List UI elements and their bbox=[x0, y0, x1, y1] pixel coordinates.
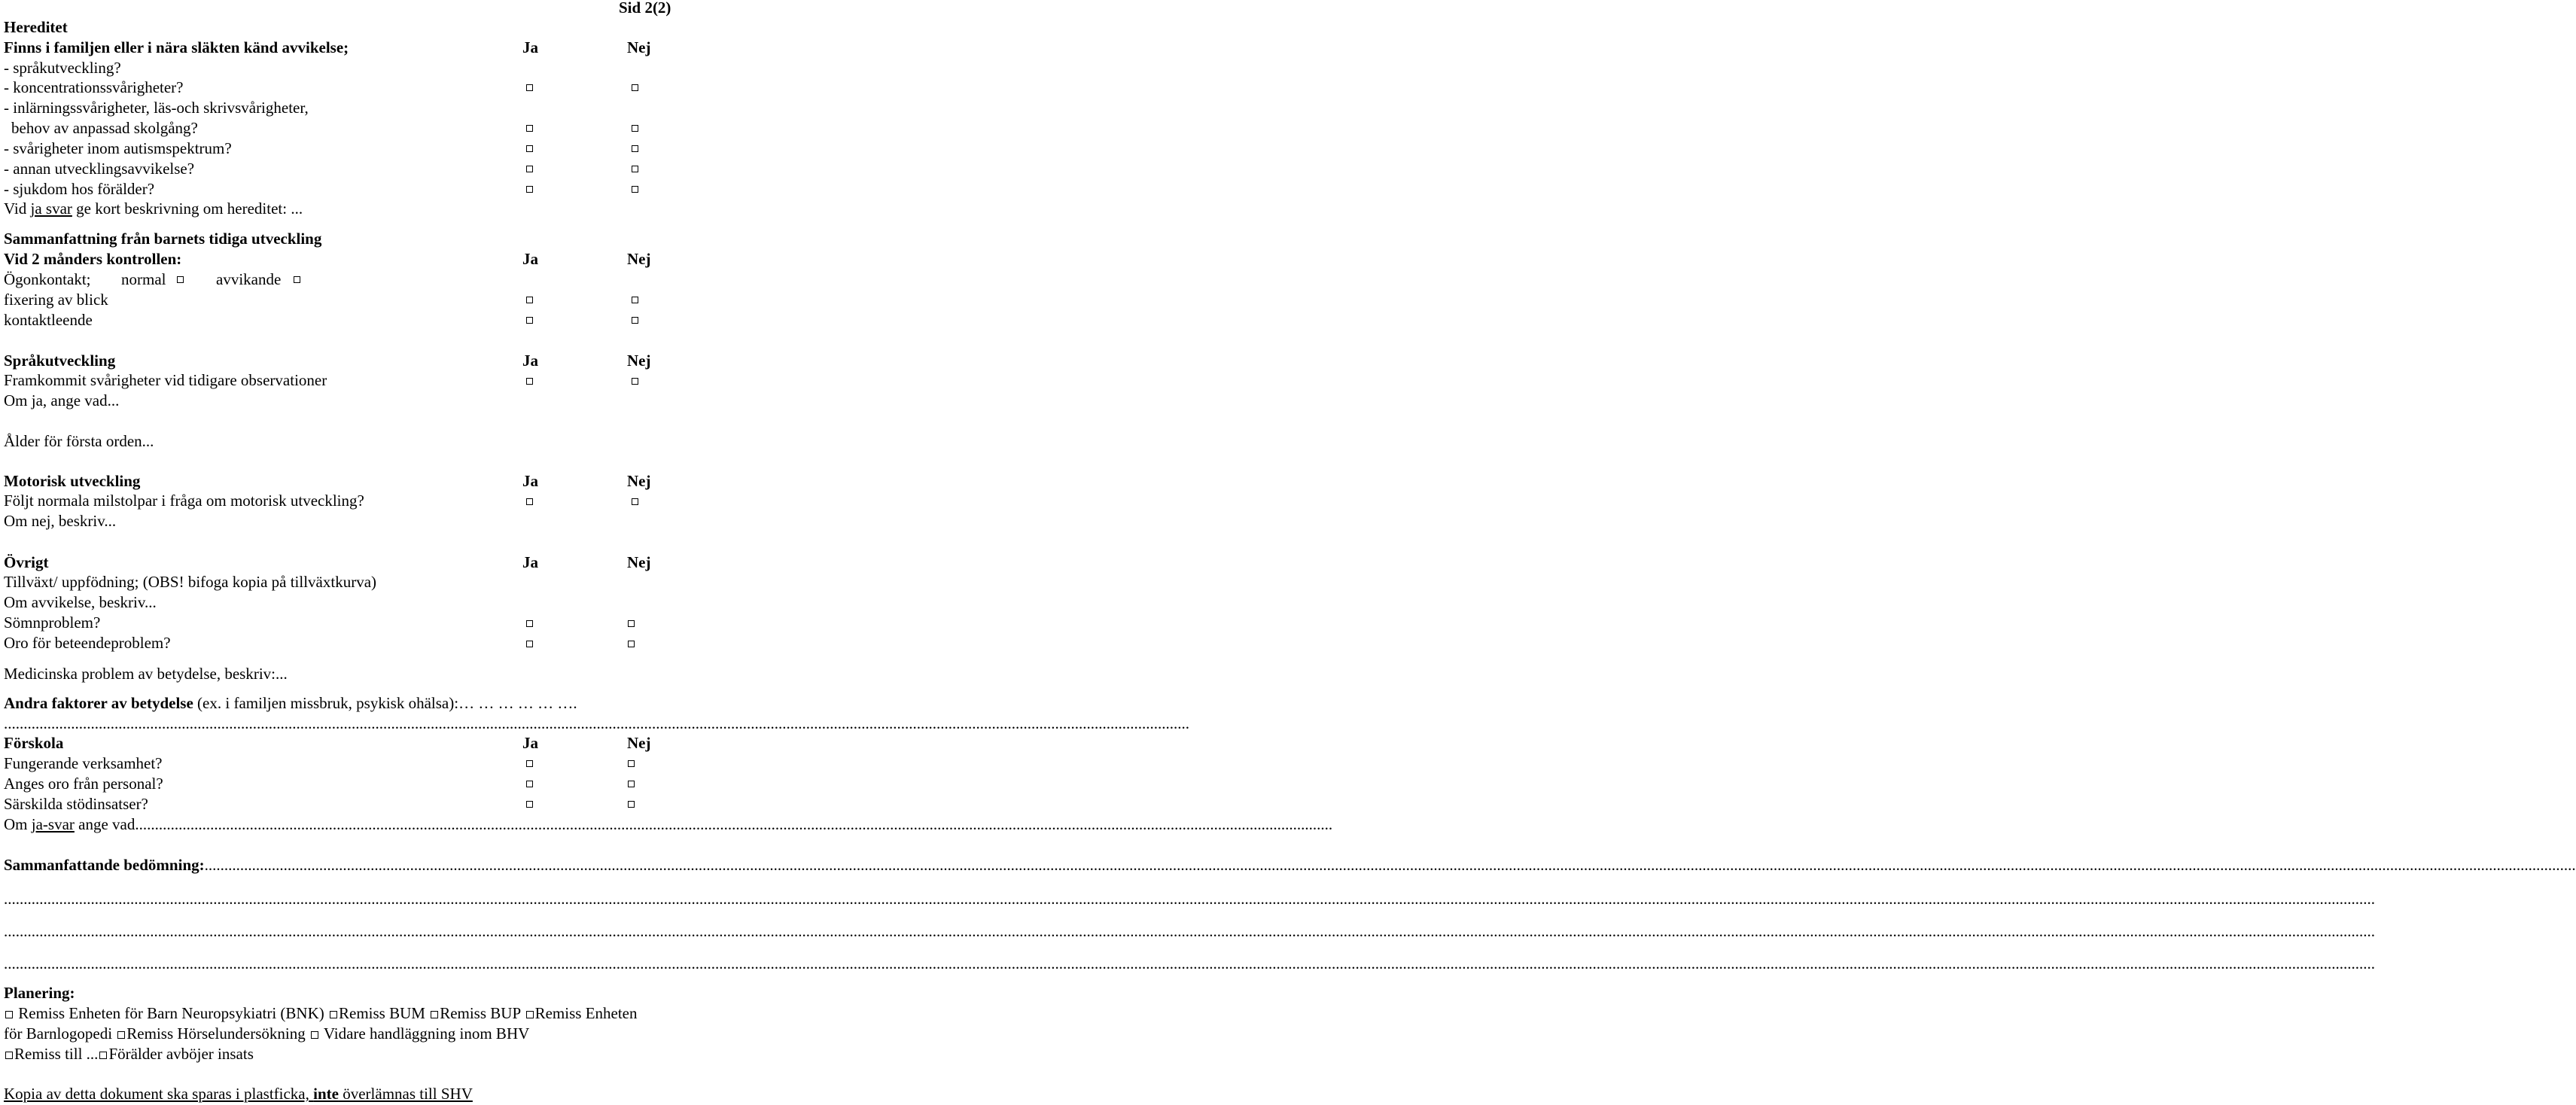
no-header: Nej bbox=[627, 734, 651, 752]
no-header: Nej bbox=[627, 553, 651, 571]
hereditet-note: Vid ja svar ge kort beskrivning om hereditet: ... bbox=[4, 199, 303, 218]
option-checkbox[interactable] bbox=[117, 1031, 125, 1039]
no-header: Nej bbox=[627, 38, 651, 56]
sleep-problem-label: Sömnproblem? bbox=[4, 613, 101, 632]
yes-header: Ja bbox=[522, 472, 538, 490]
medical-problems: Medicinska problem av betydelse, beskriv:... bbox=[4, 665, 288, 683]
yes-header: Ja bbox=[522, 38, 538, 56]
option-checkbox[interactable] bbox=[5, 1052, 13, 1059]
preschool-title: Förskola bbox=[4, 734, 64, 752]
yes-header: Ja bbox=[522, 250, 538, 268]
preschool-item-staff-concern: Anges oro från personal? bbox=[4, 775, 163, 793]
yes-checkbox[interactable] bbox=[526, 186, 533, 193]
behavior-problem-label: Oro för beteendeproblem? bbox=[4, 634, 171, 652]
no-checkbox[interactable] bbox=[632, 297, 638, 303]
assessment: Sammanfattande bedömning:........................................................................................................................................................................................................................................................................................................................................................................................................................................................................................................................................................................................................................ bbox=[4, 856, 2576, 874]
preschool-note: Om ja-svar ange vad............................................................................................................................................................................................................................................................................................................... bbox=[4, 815, 1333, 833]
deviation-describe: Om avvikelse, beskriv... bbox=[4, 593, 157, 611]
fixation-label: fixering av blick bbox=[4, 291, 108, 309]
no-header: Nej bbox=[627, 250, 651, 268]
no-checkbox[interactable] bbox=[632, 84, 638, 91]
option-checkbox[interactable] bbox=[431, 1011, 438, 1018]
option-checkbox[interactable] bbox=[526, 1011, 534, 1018]
eye-contact-deviant-label: avvikande bbox=[216, 270, 282, 288]
yes-checkbox[interactable] bbox=[526, 378, 533, 385]
eye-contact-label: Ögonkontakt; bbox=[4, 270, 91, 288]
no-checkbox[interactable] bbox=[632, 378, 638, 385]
planning-options-line-2: för Barnlogopedi Remiss Hörselundersökning Vidare handläggning inom BHV bbox=[4, 1024, 530, 1043]
yes-checkbox[interactable] bbox=[526, 166, 533, 172]
preschool-item-support: Särskilda stödinsatser? bbox=[4, 795, 148, 813]
planning-options-line-3: Remiss till ... Förälder avböjer insats bbox=[4, 1044, 254, 1064]
assessment-fill-line: ........................................................................................................................................................................................................................................................................................................................................................................................................................................................................................................................................................................................................................ bbox=[4, 922, 2375, 940]
yes-checkbox[interactable] bbox=[526, 781, 533, 787]
yes-header: Ja bbox=[522, 734, 538, 752]
hereditet-item-other: - annan utvecklingsavvikelse? bbox=[4, 160, 195, 178]
summary-subtitle: Vid 2 månders kontrollen: bbox=[4, 250, 182, 268]
language-title: Språkutveckling bbox=[4, 352, 116, 370]
no-checkbox[interactable] bbox=[628, 760, 635, 767]
option-checkbox[interactable] bbox=[311, 1031, 318, 1039]
planning-options-line-1: Remiss Enheten för Barn Neuropsykiatri (BNK) Remiss BUM Remiss BUP Remiss Enheten bbox=[4, 1003, 638, 1023]
no-header: Nej bbox=[627, 352, 651, 370]
first-word-age: Ålder för första orden... bbox=[4, 432, 154, 450]
hereditet-title: Hereditet bbox=[4, 18, 68, 36]
other-title: Övrigt bbox=[4, 553, 49, 571]
hereditet-item-parent-illness: - sjukdom hos förälder? bbox=[4, 180, 155, 198]
no-checkbox[interactable] bbox=[632, 186, 638, 193]
no-checkbox[interactable] bbox=[628, 801, 635, 808]
no-checkbox[interactable] bbox=[628, 620, 635, 627]
hereditet-item-school: behov av anpassad skolgång? bbox=[11, 119, 198, 137]
no-checkbox[interactable] bbox=[628, 781, 635, 787]
no-checkbox[interactable] bbox=[632, 125, 638, 132]
motor-if-no: Om nej, beskriv... bbox=[4, 512, 117, 530]
yes-checkbox[interactable] bbox=[526, 760, 533, 767]
no-header: Nej bbox=[627, 472, 651, 490]
assessment-fill-line: ........................................................................................................................................................................................................................................................................................................................................................................................................................................................................................................................................................................................................................ bbox=[4, 890, 2375, 908]
other-factors: Andra faktorer av betydelse (ex. i familjen missbruk, psykisk ohälsa):… … … … … …. bbox=[4, 694, 577, 712]
option-checkbox[interactable] bbox=[330, 1011, 337, 1018]
language-if-yes: Om ja, ange vad... bbox=[4, 391, 120, 409]
yes-checkbox[interactable] bbox=[526, 84, 533, 91]
other-factors-fill-line: ............................................................................................................................................................................................................................................................................................................ bbox=[4, 714, 1189, 732]
hereditet-item-autism: - svårigheter inom autismspektrum? bbox=[4, 139, 232, 157]
summary-title: Sammanfattning från barnets tidiga utveckling bbox=[4, 230, 322, 248]
eye-contact-normal-label: normal bbox=[121, 270, 166, 288]
footer-note: Kopia av detta dokument ska sparas i plastficka, inte överlämnas till SHV bbox=[4, 1085, 473, 1103]
option-checkbox[interactable] bbox=[99, 1052, 107, 1059]
hereditet-item-learning: - inlärningssvårigheter, läs-och skrivsvårigheter, bbox=[4, 99, 309, 117]
assessment-fill-line: ........................................................................................................................................................................................................................................................................................................................................................................................................................................................................................................................................................................................................................ bbox=[4, 954, 2375, 973]
yes-checkbox[interactable] bbox=[526, 297, 533, 303]
motor-title: Motorisk utveckling bbox=[4, 472, 141, 490]
no-checkbox[interactable] bbox=[632, 317, 638, 324]
eye-contact-deviant-checkbox[interactable] bbox=[294, 276, 300, 283]
hereditet-question: Finns i familjen eller i nära släkten känd avvikelse; bbox=[4, 38, 349, 56]
planning-title: Planering: bbox=[4, 984, 75, 1002]
preschool-item-functioning: Fungerande verksamhet? bbox=[4, 754, 163, 772]
yes-checkbox[interactable] bbox=[526, 498, 533, 505]
no-checkbox[interactable] bbox=[632, 145, 638, 152]
yes-checkbox[interactable] bbox=[526, 125, 533, 132]
growth-item: Tillväxt/ uppfödning; (OBS! bifoga kopia på tillväxtkurva) bbox=[4, 573, 377, 591]
option-checkbox[interactable] bbox=[5, 1011, 13, 1018]
yes-checkbox[interactable] bbox=[526, 317, 533, 324]
no-checkbox[interactable] bbox=[632, 498, 638, 505]
hereditet-item-language: - språkutveckling? bbox=[4, 59, 121, 77]
yes-checkbox[interactable] bbox=[526, 145, 533, 152]
eye-contact-normal-checkbox[interactable] bbox=[177, 276, 184, 283]
hereditet-item-concentration: - koncentrationssvårigheter? bbox=[4, 78, 184, 96]
yes-checkbox[interactable] bbox=[526, 801, 533, 808]
social-smile-label: kontaktleende bbox=[4, 311, 93, 329]
yes-checkbox[interactable] bbox=[526, 641, 533, 647]
no-checkbox[interactable] bbox=[632, 166, 638, 172]
page-number: Sid 2(2) bbox=[619, 0, 671, 17]
motor-item: Följt normala milstolpar i fråga om motorisk utveckling? bbox=[4, 492, 364, 510]
language-item: Framkommit svårigheter vid tidigare observationer bbox=[4, 371, 327, 389]
yes-checkbox[interactable] bbox=[526, 620, 533, 627]
no-checkbox[interactable] bbox=[628, 641, 635, 647]
yes-header: Ja bbox=[522, 553, 538, 571]
yes-header: Ja bbox=[522, 352, 538, 370]
